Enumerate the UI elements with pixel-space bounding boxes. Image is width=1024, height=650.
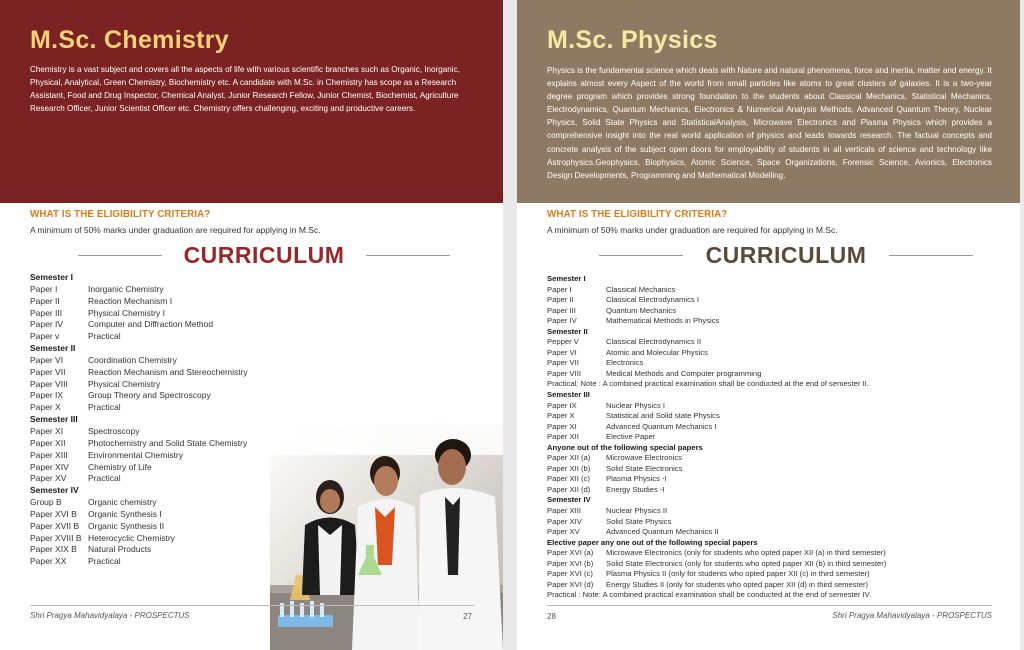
semester-heading: Semester I	[30, 272, 73, 282]
paper-code: Group B	[30, 497, 62, 508]
paper-row	[547, 474, 886, 485]
paper-code: Paper XI	[30, 425, 64, 436]
paper-row	[30, 355, 248, 367]
paper-name: Organic Synthesis I	[88, 508, 162, 519]
semester-heading: Elective paper any one out of the following special papers	[547, 537, 758, 547]
paper-row	[547, 306, 886, 317]
paper-code: Paper XIX B	[30, 544, 77, 555]
paper-row	[30, 390, 248, 402]
semester-heading: Semester III	[30, 414, 78, 425]
paper-code: Paper III	[30, 307, 63, 318]
paper-name: Practical	[88, 556, 121, 567]
physics-curriculum-list	[547, 274, 886, 601]
paper-name: Elective Paper	[606, 432, 656, 442]
paper-code: Paper XIV	[30, 461, 69, 472]
paper-name: Environmental Chemistry	[88, 449, 183, 460]
footer-divider	[547, 605, 992, 606]
chemistry-curriculum-title: CURRICULUM	[183, 242, 345, 268]
paper-name: Plasma Physics -I	[606, 474, 667, 484]
paper-row	[30, 509, 248, 521]
physics-curriculum-title: CURRICULUM	[705, 242, 867, 268]
paper-name: Practical	[88, 473, 121, 484]
paper-code: Paper III	[547, 305, 576, 315]
paper-row	[547, 485, 886, 496]
paper-row	[547, 559, 886, 570]
paper-code: Paper XVI (a)	[547, 548, 594, 558]
chemistry-eligibility-text: A minimum of 50% marks under graduation are required for applying in M.Sc.	[30, 225, 321, 235]
paper-name: Solid State Electronics (only for students who opted paper XII (b) in third semester)	[606, 558, 887, 568]
footer-divider	[30, 605, 475, 606]
paper-row	[547, 316, 886, 327]
paper-row	[547, 517, 886, 528]
paper-name: Photochemistry and Solid State Chemistry	[88, 437, 248, 448]
paper-code: Paper VII	[547, 358, 579, 368]
paper-code: Paper XIII	[30, 449, 68, 460]
physics-footer-text: Shri Pragya Mahavidyalaya - PROSPECTUS	[832, 611, 992, 620]
paper-name: Organic Synthesis II	[88, 520, 165, 531]
paper-row	[30, 438, 248, 450]
paper-row	[547, 411, 886, 422]
paper-name: Natural Products	[88, 544, 152, 555]
physics-page-number: 28	[547, 612, 556, 621]
paper-name: Computer and Diffraction Method	[88, 319, 214, 330]
paper-row	[547, 348, 886, 359]
paper-row	[547, 295, 886, 306]
paper-name: Nuclear Physics I	[606, 400, 666, 410]
paper-code: Paper XII (b)	[547, 463, 591, 473]
paper-row	[547, 401, 886, 412]
paper-row	[547, 506, 886, 517]
paper-name: Mathematical Methods in Physics	[606, 316, 720, 326]
page-chemistry	[0, 0, 503, 650]
paper-row	[30, 308, 248, 320]
paper-row	[547, 569, 886, 580]
paper-code: Pepper V	[547, 337, 579, 347]
paper-code: Paper IV	[547, 316, 577, 326]
paper-row	[30, 319, 248, 331]
paper-name: Physical Chemistry	[88, 378, 161, 389]
paper-code: Paper XVI (d)	[547, 579, 594, 589]
paper-name: Heterocyclic Chemistry	[88, 532, 175, 543]
paper-row	[30, 497, 248, 509]
paper-name: Chemistry of Life	[88, 461, 152, 472]
paper-code: Paper XII (a)	[547, 453, 591, 463]
paper-row	[30, 426, 248, 438]
paper-row	[30, 379, 248, 391]
paper-code: Paper XII (d)	[547, 484, 591, 494]
paper-code: Paper XVI (c)	[547, 569, 593, 579]
paper-code: Paper XIII	[547, 506, 581, 516]
chemistry-eligibility-heading: WHAT IS THE ELIGIBILITY CRITERIA?	[30, 209, 211, 220]
paper-row	[30, 284, 248, 296]
paper-row	[30, 450, 248, 462]
paper-name: Medical Methods and Computer programming	[606, 368, 762, 378]
paper-name: Electronics	[606, 358, 644, 368]
physics-eligibility-text: A minimum of 50% marks under graduation are required for applying in M.Sc.	[547, 225, 838, 235]
paper-name: Coordination Chemistry	[88, 354, 177, 365]
paper-name: Energy Studies -I	[606, 484, 665, 494]
chemistry-title: M.Sc. Chemistry	[30, 26, 230, 54]
chemistry-footer-text: Shri Pragya Mahavidyalaya - PROSPECTUS	[30, 611, 190, 620]
semester-heading: Semester II	[547, 326, 588, 336]
paper-row	[30, 331, 248, 343]
paper-name: Solid State Physics	[606, 516, 672, 526]
paper-row	[547, 527, 886, 538]
paper-code: Paper XX	[30, 556, 67, 567]
paper-row	[30, 544, 248, 556]
paper-row	[547, 453, 886, 464]
paper-name: Practical	[88, 331, 121, 342]
divider	[889, 255, 973, 256]
paper-code: Paper II	[30, 295, 60, 306]
paper-name: Group Theory and Spectroscopy	[88, 390, 211, 401]
paper-code: Paper VIII	[30, 378, 68, 389]
semester-heading: Semester IV	[30, 485, 79, 496]
paper-code: Paper XIV	[547, 516, 582, 526]
semester-heading: Anyone out of the following special papers	[547, 442, 703, 452]
paper-row	[30, 556, 248, 568]
paper-code: Paper II	[547, 295, 574, 305]
paper-row	[547, 422, 886, 433]
paper-name: Physical Chemistry I	[88, 307, 165, 318]
paper-name: Statistical and Solid state Physics	[606, 411, 720, 421]
paper-name: Plasma Physics II (only for students who opted paper XII (c) in third semester)	[606, 569, 870, 579]
paper-name: Microwave Electronics (only for students who opted paper XII (a) in third semester)	[606, 548, 886, 558]
chemistry-curriculum-list	[30, 272, 248, 568]
paper-code: Paper VIII	[547, 368, 581, 378]
paper-row	[547, 580, 886, 591]
paper-row	[30, 473, 248, 485]
paper-name: Atomic and Molecular Physics	[606, 347, 708, 357]
paper-code: Paper X	[547, 411, 575, 421]
physics-title: M.Sc. Physics	[547, 26, 718, 54]
paper-name: Reaction Mechanism and Stereochemistry	[88, 366, 248, 377]
paper-row	[30, 367, 248, 379]
paper-code: Paper XII	[547, 432, 579, 442]
chemistry-intro: Chemistry is a vast subject and covers all the aspects of life with various scientific branches such as Organic, Inorganic, Physical, Analytical, Green Chemistry, Biochemistry etc. A candidate with M.Sc. in Chemistry has scope as a Research Assistant, Food and Drug Inspector, Chemical Analyst, Junior Research Fellow, Junior Chemist, Biochemist, Agriculture Research Officer, Junior Scientist Officer etc. Chemistry offers challenging, exciting and productive careers.	[30, 65, 460, 114]
paper-code: Paper IV	[30, 319, 64, 330]
paper-code: Paper I	[547, 284, 572, 294]
paper-code: Paper XV	[547, 527, 580, 537]
paper-code: Paper XVIII B	[30, 532, 82, 543]
chemistry-header-banner	[0, 0, 503, 203]
semester-heading: Semester IV	[547, 495, 591, 505]
paper-code: Paper XV	[30, 473, 67, 484]
chemistry-curriculum-heading	[78, 240, 450, 270]
paper-name: Classical Electrodynamics II	[606, 337, 702, 347]
paper-name: Organic chemistry	[88, 497, 157, 508]
paper-code: Paper VI	[547, 347, 577, 357]
paper-name: Quantum Mechanics	[606, 305, 677, 315]
paper-name: Inorganic Chemistry	[88, 283, 164, 294]
paper-row	[547, 337, 886, 348]
paper-code: Paper I	[30, 283, 58, 294]
physics-eligibility-heading: WHAT IS THE ELIGIBILITY CRITERIA?	[547, 209, 728, 220]
paper-name: Nuclear Physics II	[606, 506, 668, 516]
paper-name: Energy Studies II (only for students who opted paper XII (d) in third semester)	[606, 579, 869, 589]
paper-code: Paper IX	[30, 390, 64, 401]
paper-code: Paper IX	[547, 400, 577, 410]
paper-row	[30, 296, 248, 308]
paper-row	[30, 521, 248, 533]
paper-name: Solid State Electronics	[606, 463, 683, 473]
paper-code: Paper v	[30, 331, 60, 342]
paper-name: Practical	[88, 402, 121, 413]
paper-code: Paper VII	[30, 366, 66, 377]
paper-code: Paper X	[30, 402, 61, 413]
physics-curriculum-heading	[599, 240, 973, 270]
semester-heading: Semester I	[547, 274, 586, 283]
paper-name: Advanced Quantum Mechanics I	[606, 421, 717, 431]
page-physics	[517, 0, 1020, 650]
paper-row	[547, 369, 886, 380]
paper-name: Advanced Quantum Mechanics II	[606, 527, 719, 537]
paper-row	[547, 464, 886, 475]
paper-code: Paper XVII B	[30, 520, 80, 531]
divider	[366, 255, 450, 256]
semester-heading: Semester III	[547, 390, 590, 400]
paper-code: Paper XVI (b)	[547, 558, 594, 568]
paper-name: Reaction Mechanism I	[88, 295, 173, 306]
paper-row	[30, 462, 248, 474]
paper-row	[30, 533, 248, 545]
paper-row	[547, 285, 886, 296]
paper-code: Paper XI	[547, 421, 577, 431]
semester-heading: Semester II	[30, 343, 76, 354]
physics-intro: Physics is the fundamental science which deals with Nature and natural phenomena, force and inertia, matter and energy. It explains almost every Aspect of the world from small particles like atoms to great clusters of galaxies. It is a two-year degree program which provides strong foundation to the students about Classical Mechanics, Statistical Mechanics, Electrodynamics, Quantum Mechanics, Electronics & Numerical Analysis Methods, Advanced Quantum Theory, Nuclear Physics, Solid State Physics and StatisticalAnalysis, Microwave Electronics and Plasma Physics which provides a comprehensive insight into the real world application of physics and leads towards research. The factual concepts and concrete analysis of the subject open doors for employability of students in all verticals of science and technology like Astrophysics,Geophysics, Biophysics, Atomic Science, Space Organizations, Forensic Science, Avionics, Electronics Design Developments, Programming and Mathematical Modelling.	[547, 66, 992, 180]
paper-name: Microwave Electronics	[606, 453, 683, 463]
chemistry-page-number: 27	[463, 612, 472, 621]
physics-header-banner	[517, 0, 1020, 203]
paper-code: Paper XVI B	[30, 508, 77, 519]
paper-code: Paper VI	[30, 354, 64, 365]
paper-row	[547, 548, 886, 559]
paper-row	[30, 402, 248, 414]
practical-note: Practical: Note : A combined practical examination shall be conducted at the end of semester II.	[547, 379, 869, 389]
paper-name: Spectroscopy	[88, 425, 140, 436]
paper-name: Classical Mechanics	[606, 284, 676, 294]
practical-note: Practical : Note: A combined practical examination shall be conducted at the end of semester IV.	[547, 590, 872, 600]
paper-row	[547, 358, 886, 369]
paper-code: Paper XII	[30, 437, 66, 448]
paper-name: Classical Electrodynamics I	[606, 295, 699, 305]
paper-row	[547, 432, 886, 443]
paper-code: Paper XII (c)	[547, 474, 590, 484]
